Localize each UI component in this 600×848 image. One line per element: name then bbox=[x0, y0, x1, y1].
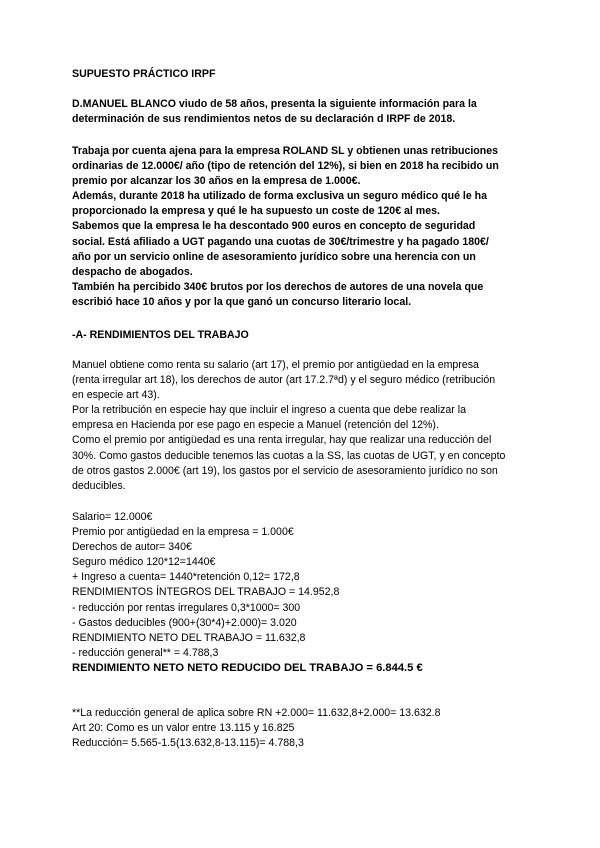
footnote-block bbox=[72, 706, 532, 751]
statement-line: ordinarias de 12.000€/ año (tipo de retención del 12%), si bien en 2018 ha recibido un bbox=[72, 160, 499, 173]
statement-line: año por un servicio online de asesoramiento jurídico sobre una herencia con un bbox=[72, 250, 476, 263]
footnote-line: Reducción= 5.565-1.5(13.632,8-13.115)= 4.788,3 bbox=[72, 737, 304, 750]
explanation-paragraph bbox=[72, 358, 532, 494]
footnote-line: Art 20: Como es un valor entre 13.115 y 16.825 bbox=[72, 722, 295, 735]
explanation-line: Por la retribución en especie hay que incluir el ingreso a cuenta que debe realizar la bbox=[72, 404, 466, 417]
explanation-line: empresa en Hacienda por ese pago en especie a Manuel (retención del 12%). bbox=[72, 419, 439, 432]
explanation-line: de otros gastos 2.000€ (art 19), los gastos por el servicio de asesoramiento jurídico no son bbox=[72, 464, 498, 477]
calculation-line: - reducción general** = 4.788,3 bbox=[72, 646, 219, 659]
explanation-line: en especie art 43). bbox=[72, 389, 160, 402]
calculation-block bbox=[72, 510, 532, 676]
statement-line: premio por alcanzar los 30 años en la empresa de 1.000€. bbox=[72, 175, 361, 188]
section-heading: -A- RENDIMIENTOS DEL TRABAJO bbox=[72, 329, 249, 341]
calculation-line: Derechos de autor= 340€ bbox=[72, 541, 192, 554]
explanation-line: Manuel obtiene como renta su salario (art 17), el premio por antigüedad en la empresa bbox=[72, 359, 479, 371]
explanation-line: Como el premio por antigüedad es una renta irregular, hay que realizar una reducción del bbox=[72, 434, 492, 447]
intro-line: determinación de sus rendimientos netos de su declaración d IRPF de 2018. bbox=[72, 113, 456, 126]
statement-line: escribió hace 10 años y por la que ganó un concurso literario local. bbox=[72, 295, 412, 308]
statement-line: Trabaja por cuenta ajena para la empresa ROLAND SL y obtienen unas retribuciones bbox=[72, 145, 499, 157]
statement-line: proporcionado la empresa y qué le ha supuesto un coste de 120€ al mes. bbox=[72, 205, 440, 218]
calculation-line: Seguro médico 120*12=1440€ bbox=[72, 556, 216, 569]
explanation-line: (renta irregular art 18), los derechos de autor (art 17.2.7ªd) y el seguro médico (retribución bbox=[72, 374, 496, 387]
calculation-line: - reducción por rentas irregulares 0,3*1000= 300 bbox=[72, 601, 301, 614]
statement-line: despacho de abogados. bbox=[72, 265, 193, 278]
intro-line: D.MANUEL BLANCO viudo de 58 años, presenta la siguiente información para la bbox=[72, 98, 477, 110]
statement-line: Sabemos que la empresa le ha descontado 900 euros en concepto de seguridad bbox=[72, 220, 476, 233]
document-title: SUPUESTO PRÁCTICO IRPF bbox=[72, 68, 216, 80]
statement-paragraph bbox=[72, 144, 532, 310]
result-line: RENDIMIENTO NETO NETO REDUCIDO DEL TRABAJO = 6.844.5 € bbox=[72, 661, 423, 674]
calculation-line: RENDIMIENTO NETO DEL TRABAJO = 11.632,8 bbox=[72, 631, 306, 644]
calculation-line: RENDIMIENTOS ÍNTEGROS DEL TRABAJO = 14.952,8 bbox=[72, 586, 340, 599]
calculation-line: Premio por antigüedad en la empresa = 1.000€ bbox=[72, 526, 294, 539]
statement-line: social. Está afiliado a UGT pagando una cuotas de 30€/trimestre y ha pagado 180€/ bbox=[72, 235, 489, 248]
calculation-line: + Ingreso a cuenta= 1440*retención 0,12= 172,8 bbox=[72, 571, 300, 584]
footnote-line: **La reducción general de aplica sobre RN +2.000= 11.632,8+2.000= 13.632.8 bbox=[72, 707, 441, 719]
intro-paragraph bbox=[72, 97, 532, 127]
explanation-line: 30%. Como gastos deducible tenemos las cuotas a la SS, las cuotas de UGT, y en concepto bbox=[72, 449, 506, 462]
calculation-line: - Gastos deducibles (900+(30*4)+2.000)= 3.020 bbox=[72, 616, 297, 629]
calculation-line: Salario= 12.000€ bbox=[72, 511, 153, 523]
statement-line: También ha percibido 340€ brutos por los derechos de autores de una novela que bbox=[72, 280, 484, 293]
statement-line: Además, durante 2018 ha utilizado de forma exclusiva un seguro médico qué le ha bbox=[72, 190, 488, 203]
explanation-line: deducibles. bbox=[72, 479, 126, 492]
